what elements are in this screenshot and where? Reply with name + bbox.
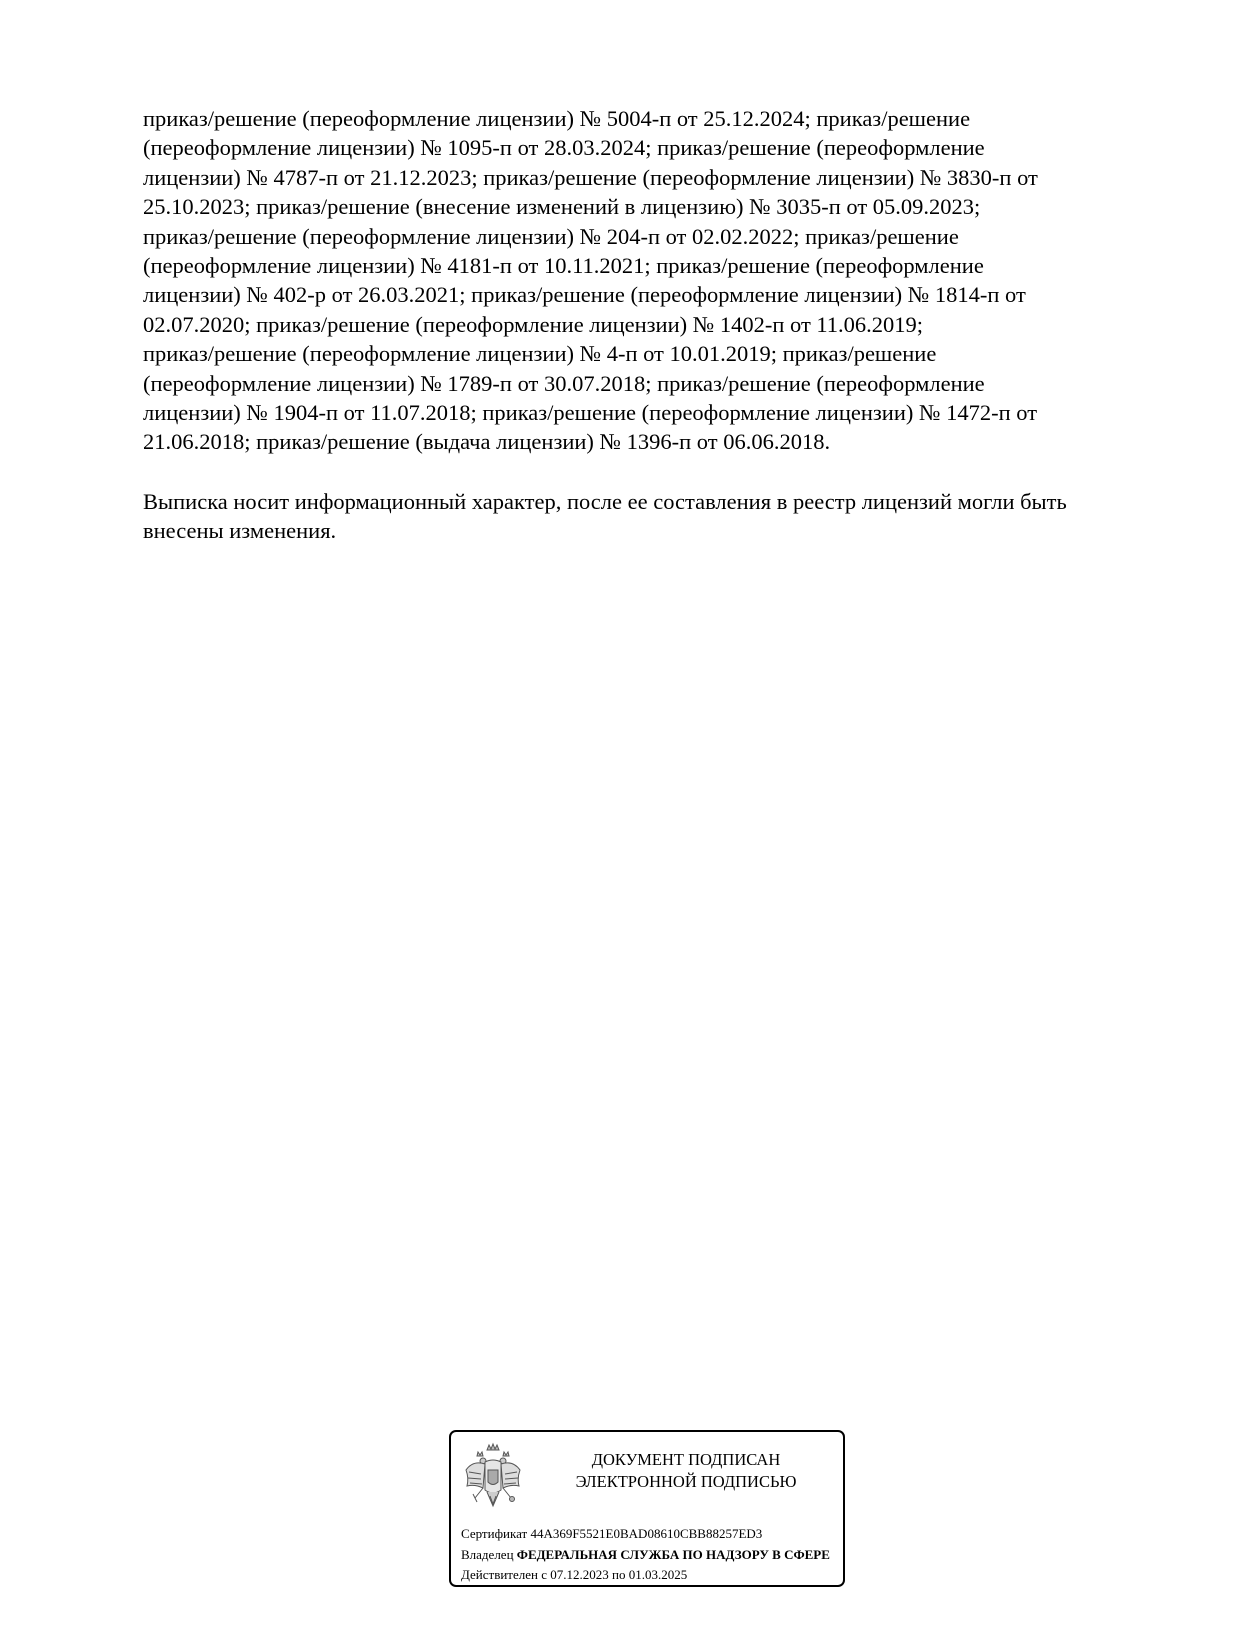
paragraph-line: лицензии) № 1904-п от 11.07.2018; приказ/решение (переоформление лицензии) № 1472-п от [143, 400, 1038, 426]
paragraph-line: (переоформление лицензии) № 1789-п от 30.07.2018; приказ/решение (переоформление [143, 370, 985, 396]
owner-value: ФЕДЕРАЛЬНАЯ СЛУЖБА ПО НАДЗОРУ В СФЕРЕ [516, 1546, 830, 1562]
paragraph-line: внесены изменения. [143, 518, 337, 544]
electronic-signature-stamp [449, 1430, 845, 1587]
paragraph-line: 25.10.2023; приказ/решение (внесение изменений в лицензию) № 3035-п от 05.09.2023; [143, 194, 981, 220]
paragraph-line: Выписка носит информационный характер, после ее составления в реестр лицензий могли быть [143, 489, 1067, 514]
paragraph-line: приказ/решение (переоформление лицензии) № 5004-п от 25.12.2024; приказ/решение [143, 106, 971, 131]
stamp-title-line: ДОКУМЕНТ ПОДПИСАН [591, 1450, 781, 1469]
paragraph-line: (переоформление лицензии) № 4181-п от 10.11.2021; приказ/решение (переоформление [143, 253, 984, 279]
paragraph-line: (переоформление лицензии) № 1095-п от 28.03.2024; приказ/решение (переоформление [143, 135, 985, 161]
paragraph-line: 21.06.2018; приказ/решение (выдача лицензии) № 1396-п от 06.06.2018. [143, 429, 831, 455]
owner-row [461, 1545, 830, 1566]
coat-of-arms-icon [463, 1440, 523, 1512]
paragraph-line: приказ/решение (переоформление лицензии) № 204-п от 02.02.2022; приказ/решение [143, 223, 959, 249]
stamp-title-line: ЭЛЕКТРОННОЙ ПОДПИСЬЮ [575, 1472, 797, 1491]
stamp-title [541, 1449, 831, 1493]
informational-note-paragraph [143, 487, 1153, 546]
paragraph-line: 02.07.2020; приказ/решение (переоформление лицензии) № 1402-п от 11.06.2019; [143, 311, 924, 337]
validity-row: Действителен с 07.12.2023 по 01.03.2025 [461, 1567, 688, 1582]
owner-label: Владелец [461, 1546, 514, 1562]
paragraph-line: лицензии) № 402-р от 26.03.2021; приказ/решение (переоформление лицензии) № 1814-п от [143, 282, 1026, 308]
paragraph-line: приказ/решение (переоформление лицензии) № 4-п от 10.01.2019; приказ/решение [143, 341, 937, 367]
certificate-label: Сертификат [461, 1526, 528, 1541]
license-orders-paragraph [143, 104, 1153, 457]
certificate-value: 44A369F5521E0BAD08610CBB88257ED3 [530, 1526, 763, 1541]
stamp-details [461, 1524, 830, 1586]
certificate-row [461, 1524, 830, 1545]
paragraph-line: лицензии) № 4787-п от 21.12.2023; приказ/решение (переоформление лицензии) № 3830-п от [143, 164, 1038, 190]
